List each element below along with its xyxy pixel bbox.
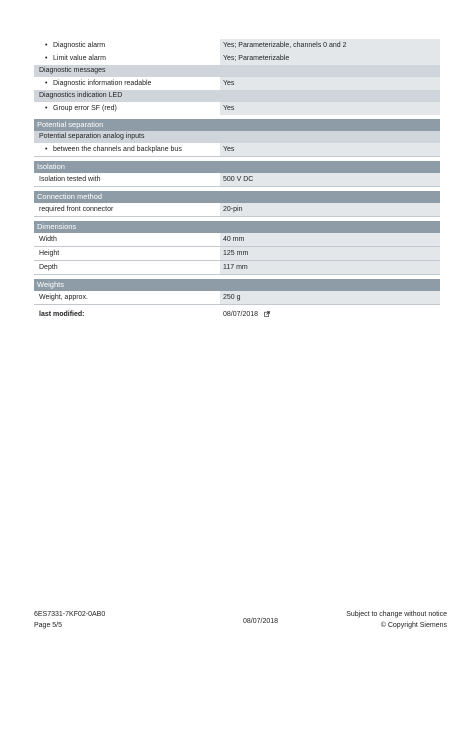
subheading-diagnostic-messages: Diagnostic messages xyxy=(34,65,440,77)
row-label: • between the channels and backplane bus xyxy=(34,143,218,156)
last-modified-date: 08/07/2018 xyxy=(223,311,259,318)
row-label: Isolation tested with xyxy=(34,173,218,186)
row-value: Yes xyxy=(220,143,440,156)
row-group-error xyxy=(34,102,440,115)
row-between-channels xyxy=(34,143,440,157)
last-modified-label: last modified: xyxy=(34,308,218,321)
row-isolation-tested xyxy=(34,173,440,187)
row-value: 117 mm xyxy=(220,261,440,274)
row-width xyxy=(34,233,440,247)
row-value: 250 g xyxy=(220,291,440,304)
row-label: Height xyxy=(34,247,218,260)
section-dimensions: Dimensions xyxy=(34,221,440,233)
row-label: required front connector xyxy=(34,203,218,216)
row-depth xyxy=(34,261,440,275)
datasheet-table xyxy=(34,39,440,321)
row-value: Yes; Parameterizable xyxy=(220,52,440,65)
subheading-diagnostics-led: Diagnostics indication LED xyxy=(34,90,440,102)
row-value: 500 V DC xyxy=(220,173,440,186)
footer-left xyxy=(34,609,105,631)
footer-date: 08/07/2018 xyxy=(243,618,279,625)
row-diagnostic-readable xyxy=(34,77,440,90)
row-label: • Group error SF (red) xyxy=(34,102,218,115)
row-diagnostic-alarm xyxy=(34,39,440,52)
row-value: Yes xyxy=(220,77,440,90)
row-label: Width xyxy=(34,233,218,246)
row-height xyxy=(34,247,440,261)
external-link-icon[interactable] xyxy=(264,311,270,317)
subheading-potential-separation-analog: Potential separation analog inputs xyxy=(34,131,440,143)
section-weights: Weights xyxy=(34,279,440,291)
row-front-connector xyxy=(34,203,440,217)
row-label: • Limit value alarm xyxy=(34,52,218,65)
row-label: Depth xyxy=(34,261,218,274)
last-modified-value-cell xyxy=(220,308,440,321)
section-isolation: Isolation xyxy=(34,161,440,173)
page-number: Page 5/5 xyxy=(34,622,63,629)
row-limit-value-alarm xyxy=(34,52,440,65)
row-label: Weight, approx. xyxy=(34,291,218,304)
row-value: 20-pin xyxy=(220,203,440,216)
row-value: Yes xyxy=(220,102,440,115)
change-notice: Subject to change without notice xyxy=(346,611,447,618)
copyright: © Copyright Siemens xyxy=(380,622,447,629)
section-potential-separation: Potential separation xyxy=(34,119,440,131)
row-label: • Diagnostic information readable xyxy=(34,77,218,90)
row-weight xyxy=(34,291,440,305)
row-value: 40 mm xyxy=(220,233,440,246)
row-label: • Diagnostic alarm xyxy=(34,39,218,52)
row-value: Yes; Parameterizable, channels 0 and 2 xyxy=(220,39,440,52)
section-connection-method: Connection method xyxy=(34,191,440,203)
row-last-modified xyxy=(34,308,440,321)
row-value: 125 mm xyxy=(220,247,440,260)
footer-right xyxy=(346,609,447,631)
article-number: 6ES7331-7KF02-0AB0 xyxy=(34,611,106,618)
